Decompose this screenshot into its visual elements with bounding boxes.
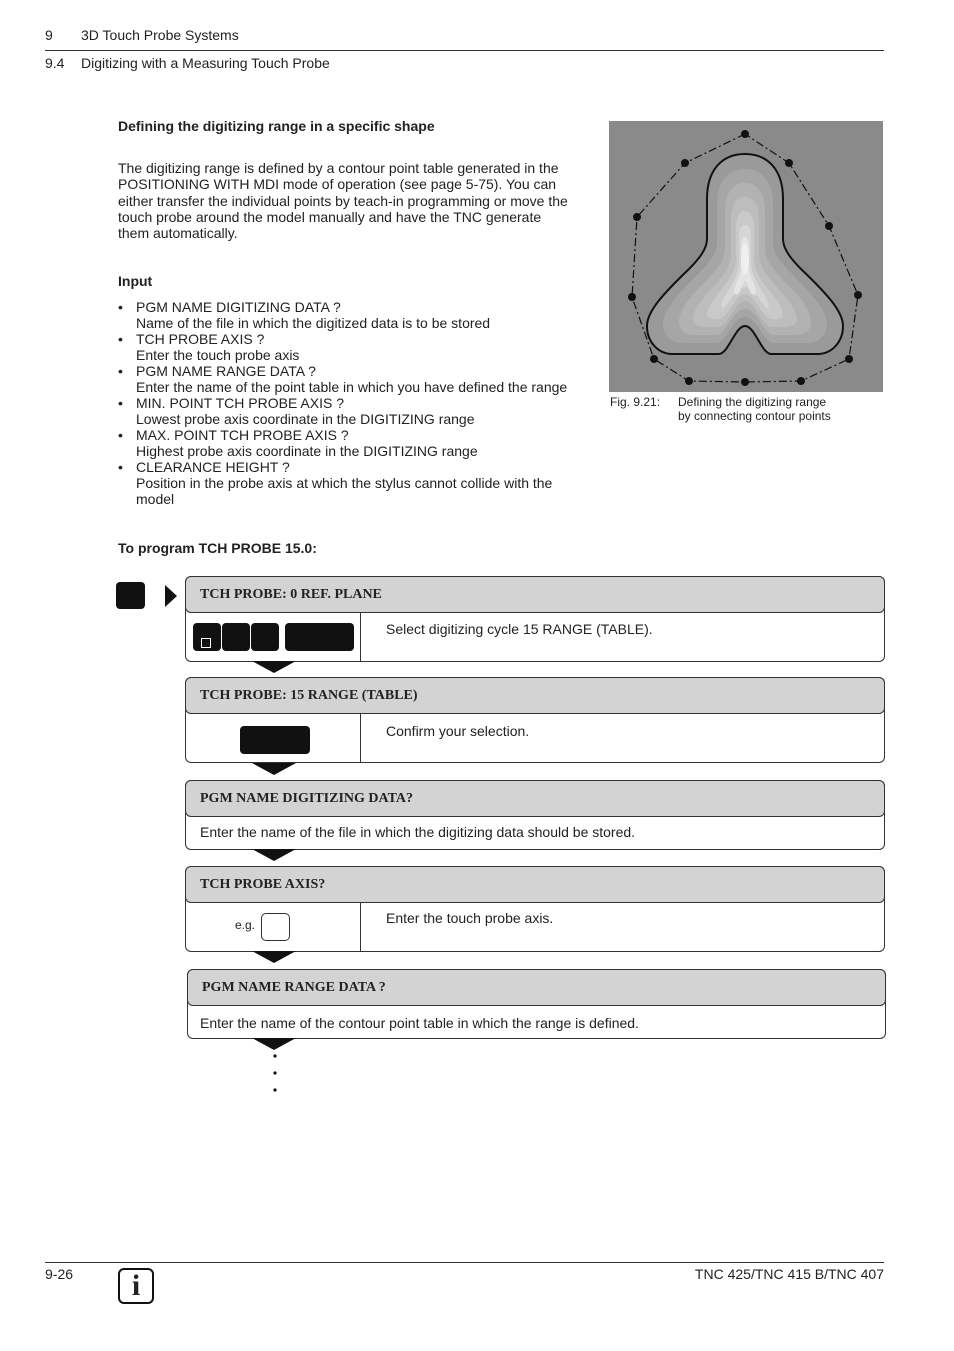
contour-point (797, 377, 805, 385)
section-title: Digitizing with a Measuring Touch Probe (81, 55, 330, 71)
contour-point (741, 130, 749, 138)
input-item-name: • CLEARANCE HEIGHT ? (136, 459, 290, 475)
figure-number: Fig. 9.21: (610, 395, 661, 409)
input-item-name: • TCH PROBE AXIS ? (136, 331, 265, 347)
step-title: PGM NAME RANGE DATA ? (187, 969, 886, 1006)
intro-line: POSITIONING WITH MDI mode of operation (see page 5-75). You can (118, 176, 557, 193)
contour-point (633, 213, 641, 221)
intro-line: touch probe around the model manually and have the TNC generate (118, 208, 542, 225)
contour-point (685, 377, 693, 385)
footer-rule (45, 1262, 884, 1263)
continuation-dots-icon (270, 1052, 280, 1094)
chapter-number: 9 (45, 27, 53, 43)
input-item (118, 459, 598, 507)
start-key-icon (116, 582, 145, 609)
contour-point (854, 291, 862, 299)
chapter-title: 3D Touch Probe Systems (81, 27, 239, 43)
step-text: Confirm your selection. (386, 723, 530, 739)
touch-probe-key[interactable] (193, 623, 221, 651)
contour-point (825, 222, 833, 230)
step-title: PGM NAME DIGITIZING DATA? (185, 780, 885, 817)
contour-point (650, 355, 658, 363)
figure-caption-line: Defining the digitizing range (678, 395, 827, 409)
flow-arrow-icon (252, 661, 296, 673)
axis-key[interactable] (261, 913, 290, 941)
step-box (185, 866, 885, 952)
input-item-desc: Lowest probe axis coordinate in the DIGITIZING range (136, 411, 475, 427)
figure-caption-line: by connecting contour points (678, 409, 831, 423)
page-number: 9-26 (45, 1266, 74, 1282)
contour-point (681, 159, 689, 167)
flow-arrow-icon (252, 1038, 296, 1050)
input-item-desc: Name of the file in which the digitized data is to be stored (136, 315, 491, 331)
step-text: Enter the touch probe axis. (386, 910, 554, 926)
step-title: TCH PROBE: 0 REF. PLANE (185, 576, 885, 613)
step-text: Enter the name of the file in which the digitizing data should be stored. (200, 824, 636, 840)
step-box (185, 576, 885, 662)
step-keys (186, 714, 361, 762)
digit-key[interactable] (251, 623, 279, 651)
input-item-desc: Position in the probe axis at which the stylus cannot collide with the (136, 475, 553, 491)
input-item (118, 299, 598, 331)
input-item (118, 331, 598, 363)
input-item-name: • MAX. POINT TCH PROBE AXIS ? (136, 427, 349, 443)
step-box (187, 969, 886, 1039)
intro-line: them automatically. (118, 225, 238, 242)
input-item-desc: Highest probe axis coordinate in the DIGITIZING range (136, 443, 478, 459)
program-heading: To program TCH PROBE 15.0: (118, 540, 317, 556)
key-square-icon (201, 638, 211, 648)
input-item-name: • MIN. POINT TCH PROBE AXIS ? (136, 395, 344, 411)
input-item (118, 363, 598, 395)
contour-point (628, 293, 636, 301)
contour-point (845, 355, 853, 363)
step-text: Select digitizing cycle 15 RANGE (TABLE). (386, 621, 653, 637)
step-title: TCH PROBE: 15 RANGE (TABLE) (185, 677, 885, 714)
flow-arrow-icon (252, 951, 296, 963)
input-list (118, 299, 598, 507)
input-item-desc: Enter the touch probe axis (136, 347, 300, 363)
intro-line: The digitizing range is defined by a contour point table generated in the (118, 160, 559, 176)
digit-key[interactable] (222, 623, 250, 651)
flow-arrow-icon (252, 849, 296, 861)
ent-key[interactable] (240, 726, 310, 754)
intro-paragraph (118, 160, 598, 241)
digitizing-range-figure (609, 121, 883, 392)
arrow-right-icon (163, 585, 177, 607)
input-item (118, 427, 598, 459)
input-item-desc: model (136, 491, 175, 507)
step-box (185, 677, 885, 763)
input-item (118, 395, 598, 427)
step-keys (186, 903, 361, 951)
flow-arrow-icon (252, 763, 296, 775)
input-item-name: • PGM NAME DIGITIZING DATA ? (136, 299, 341, 315)
step-keys (186, 613, 361, 661)
input-item-name: • PGM NAME RANGE DATA ? (136, 363, 316, 379)
step-box (185, 780, 885, 850)
section-heading: Defining the digitizing range in a specific shape (118, 118, 435, 134)
input-item-desc: Enter the name of the point table in which you have defined the range (136, 379, 568, 395)
goto-key[interactable] (285, 623, 354, 651)
section-number: 9.4 (45, 55, 65, 71)
info-icon: i (118, 1268, 154, 1304)
step-title: TCH PROBE AXIS? (185, 866, 885, 903)
input-heading: Input (118, 273, 153, 289)
step-text: Enter the name of the contour point table in which the range is defined. (200, 1015, 639, 1031)
product-model: TNC 425/TNC 415 B/TNC 407 (694, 1266, 884, 1282)
header-rule (45, 50, 884, 51)
contour-point (741, 378, 749, 386)
example-label: e.g. (235, 918, 256, 932)
figure-caption (678, 395, 831, 423)
intro-line: either transfer the individual points by teach-in programming or move the (118, 192, 568, 209)
contour-point (785, 159, 793, 167)
